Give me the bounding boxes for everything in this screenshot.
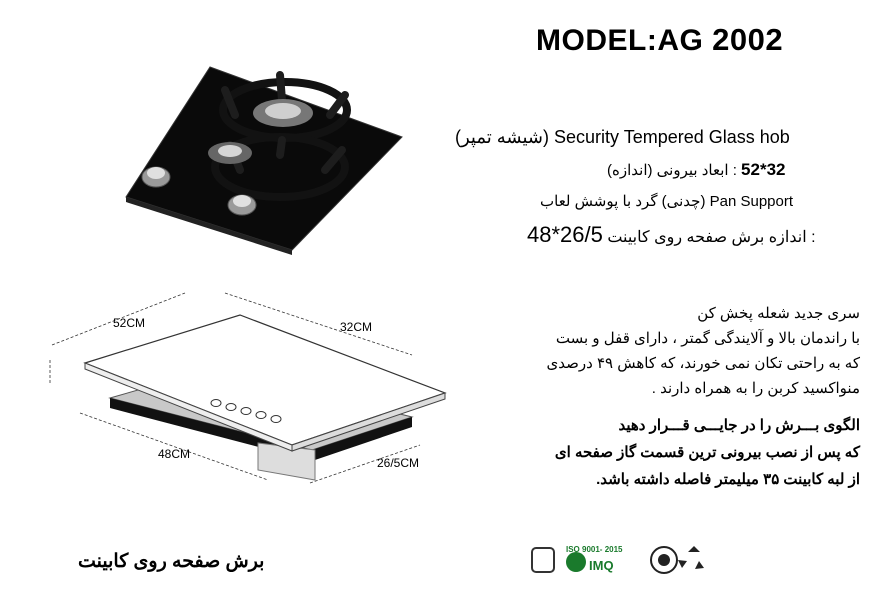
glass-spec-en: Security Tempered Glass hob xyxy=(554,127,790,147)
dim-52cm: 52CM xyxy=(113,316,146,330)
glass-spec xyxy=(455,127,790,148)
description-line: منواکسید کربن را به همراه دارند . xyxy=(651,380,860,397)
imq-label: IMQ xyxy=(589,558,614,573)
standard-icon xyxy=(532,548,554,572)
size-spec-label: : ابعاد بیرونی (اندازه) xyxy=(607,162,737,179)
model-title xyxy=(536,22,783,58)
dim-26-5cm: 26/5CM xyxy=(377,456,420,470)
note-line: از لبه کابینت ۳۵ میلیمتر فاصله داشته باشد. xyxy=(596,471,860,488)
iso-label: ISO 9001- 2015 xyxy=(566,545,623,554)
description-paragraph xyxy=(546,301,860,401)
recycle-icon xyxy=(678,546,704,569)
model-number: 2002 xyxy=(712,22,784,57)
note-line: الگوی بـــرش را در جایـــی قـــرار دهید xyxy=(618,417,860,434)
pan-support-en: Pan Support xyxy=(709,193,794,210)
hob-product-image xyxy=(120,55,410,255)
dim-48cm: 48CM xyxy=(158,447,191,461)
description-line: سری جدید شعله پخش کن xyxy=(697,305,860,322)
description-line: با راندمان بالا و آلایندگی گمتر ، دارای قفل و بست xyxy=(555,330,860,347)
glass-spec-fa: (شیشه تمپر) xyxy=(455,127,550,147)
dimension-diagram xyxy=(40,285,450,490)
cut-spec-label: : اندازه برش صفحه روی کابینت xyxy=(607,229,816,246)
pan-support-fa: (چدنی) گرد با پوشش لعاب xyxy=(540,193,706,210)
note-line: که پس از نصب بیرونی ترین قسمت گاز صفحه ای xyxy=(554,444,860,461)
certification-logos xyxy=(530,540,710,576)
size-spec xyxy=(607,160,785,180)
model-prefix: MODEL:AG xyxy=(536,24,704,57)
description-line: که به راحتی تکان نمی خورند، که کاهش ۴۹ درصدی xyxy=(546,355,860,372)
cut-spec-value: 48*26/5 xyxy=(527,222,603,247)
size-spec-value: 52*32 xyxy=(741,160,786,179)
pan-support-spec xyxy=(540,192,793,210)
installation-note xyxy=(555,412,860,493)
imq-seal-icon xyxy=(566,552,586,572)
cut-spec xyxy=(527,222,816,248)
dim-32cm: 32CM xyxy=(340,320,373,334)
cut-title: برش صفحه روی کابینت xyxy=(78,551,265,572)
